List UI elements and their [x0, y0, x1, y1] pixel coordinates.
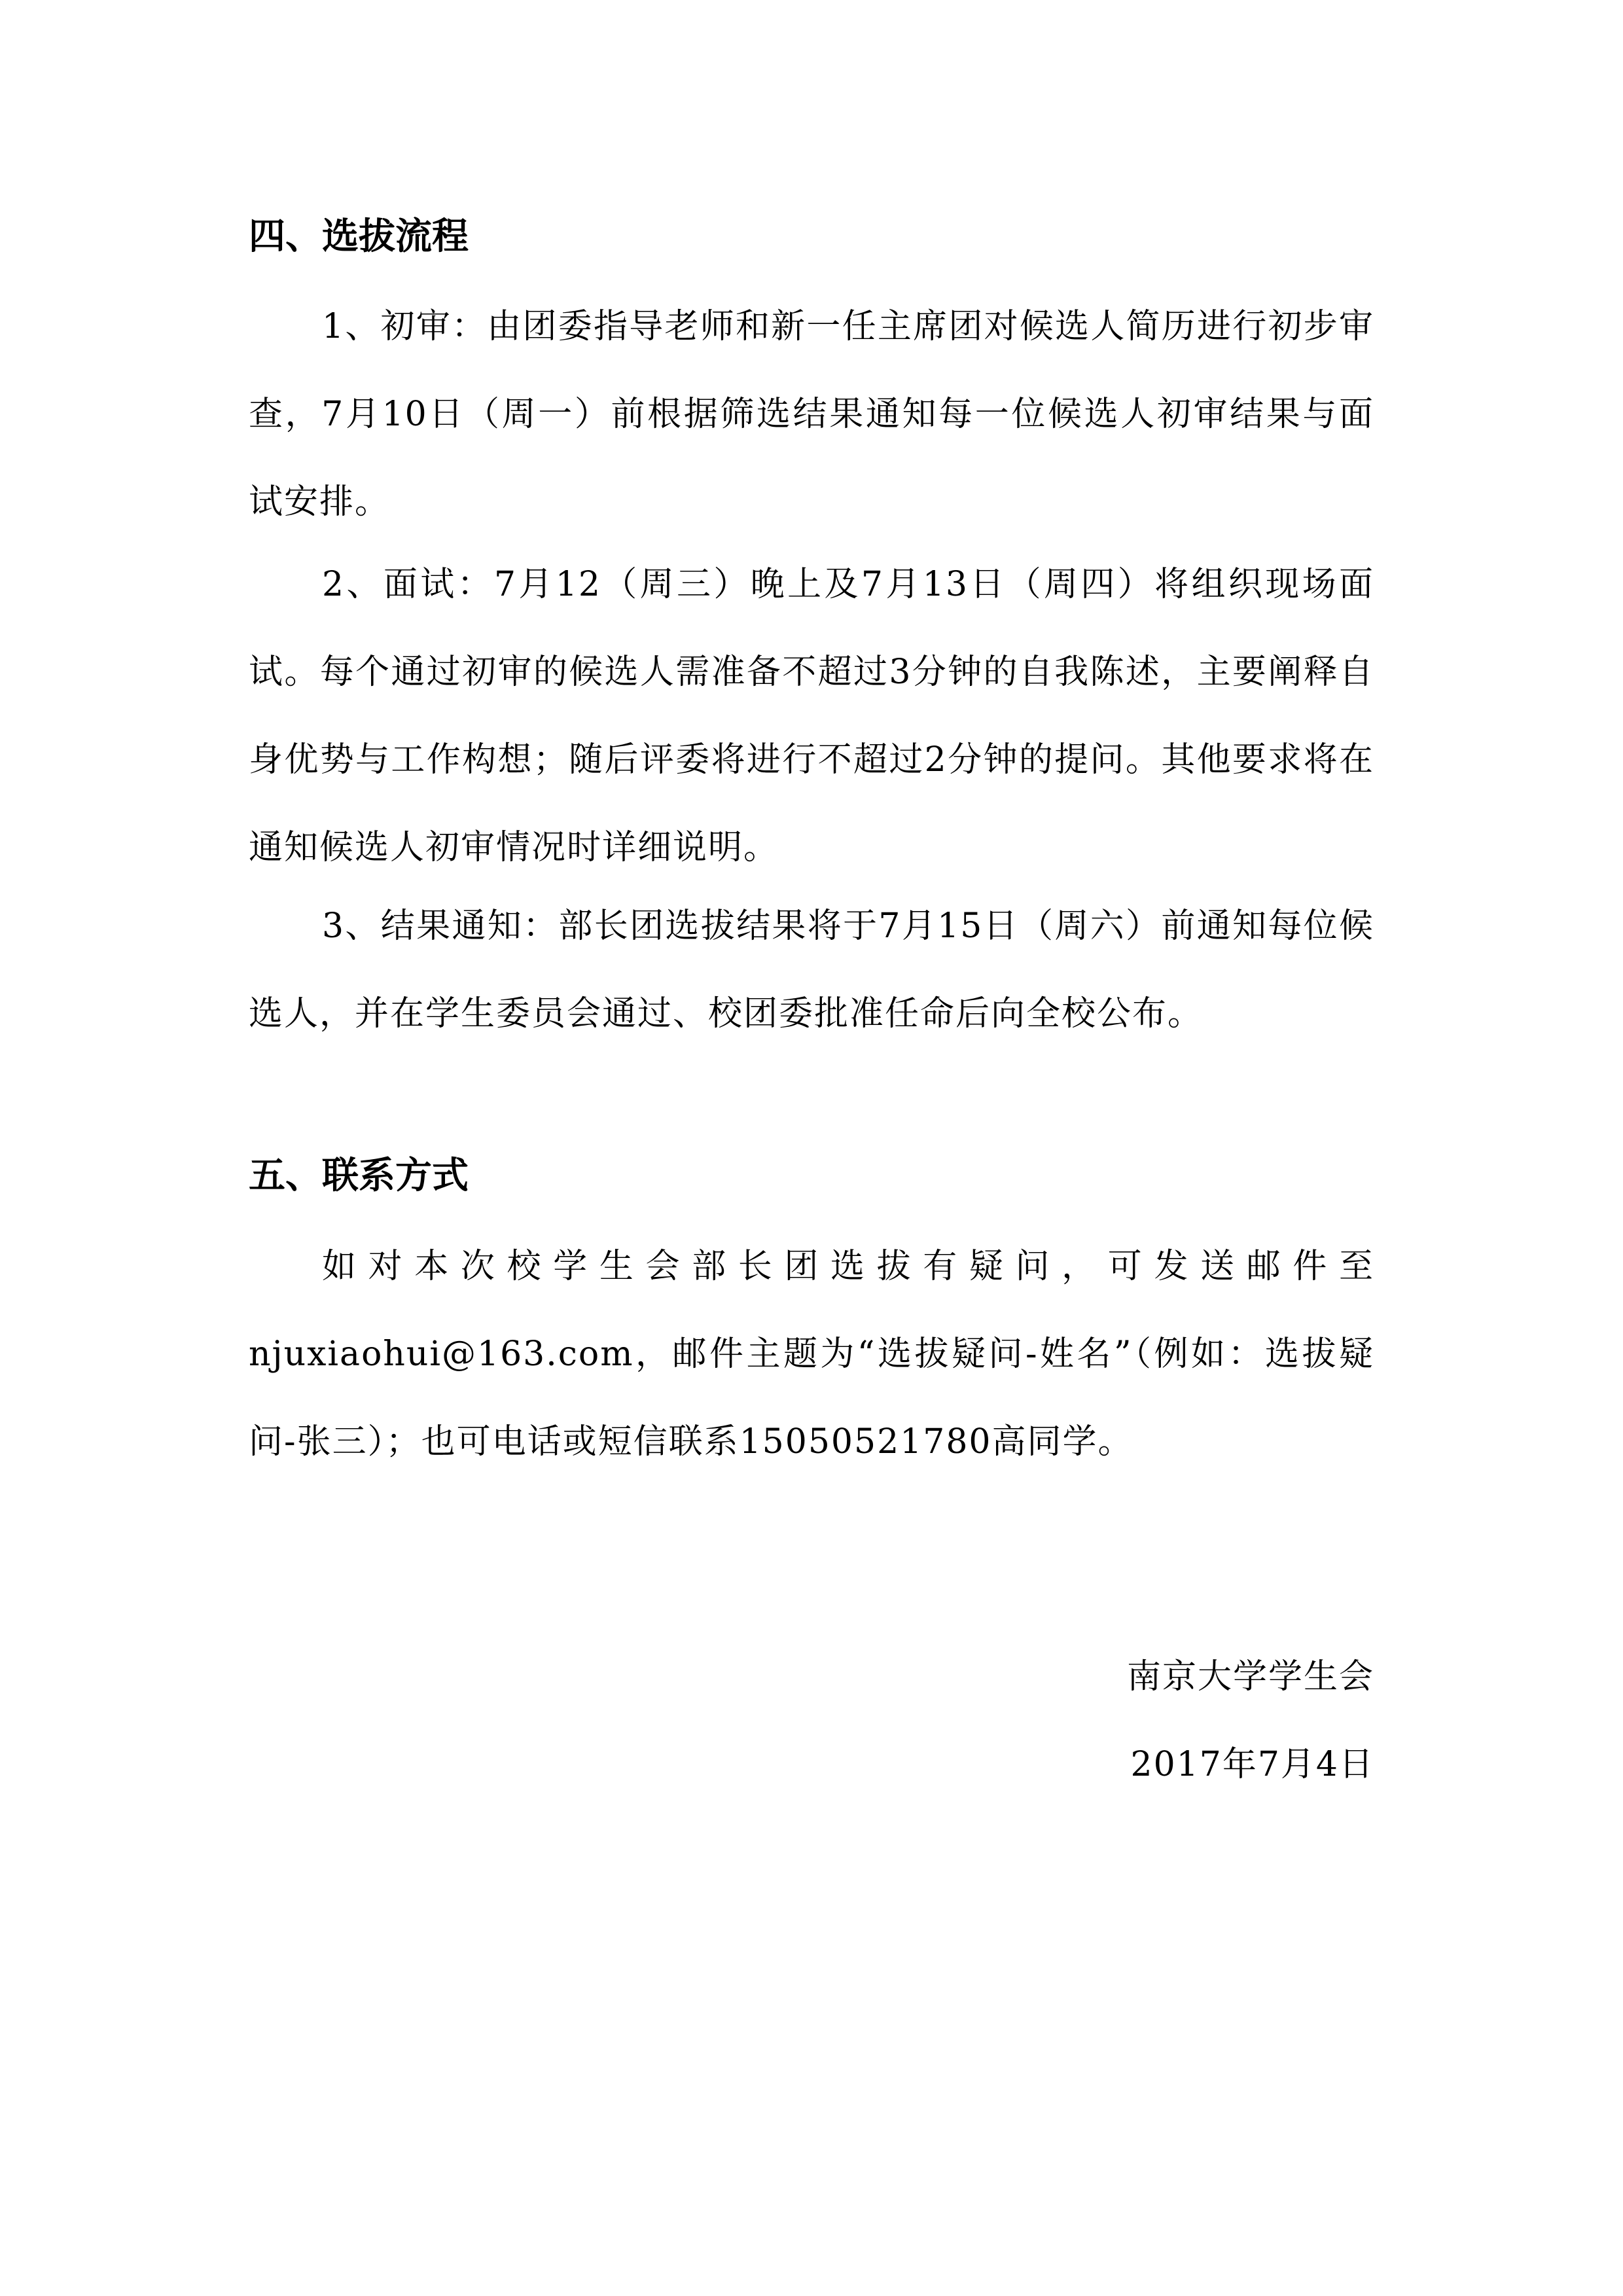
section-4-item-2: 2、面试：7月12（周三）晚上及7月13日（周四）将组织现场面试。每个通过初审的候选人需准备不超过3分钟的自我陈述，主要阐释自身优势与工作构想；随后评委将进行不超过2分钟的提问。其他要求将在通知候选人初审情况时详细说明。 — [249, 565, 1374, 867]
section-4-heading: 四、选拔流程 — [249, 215, 469, 258]
section-4-item-3: 3、结果通知：部长团选拔结果将于7月15日（周六）前通知每位候选人，并在学生委员会通过、校团委批准任命后向全校公布。 — [249, 906, 1374, 1033]
section-4-item-1: 1、初审：由团委指导老师和新一任主席团对候选人简历进行初步审查，7月10日（周一）前根据筛选结果通知每一位候选人初审结果与面试安排。 — [249, 307, 1374, 522]
signature-date: 2017年7月4日 — [1130, 1745, 1374, 1784]
section-5-heading: 五、联系方式 — [249, 1155, 469, 1197]
signature-org: 南京大学学生会 — [1126, 1657, 1374, 1696]
section-5-body: 如对本次校学生会部长团选拔有疑问，可发送邮件至njuxiaohui@163.com，邮件主题为“选拔疑问-姓名”（例如：选拔疑问-张三）；也可电话或短信联系15050521780高同学。 — [249, 1247, 1374, 1462]
